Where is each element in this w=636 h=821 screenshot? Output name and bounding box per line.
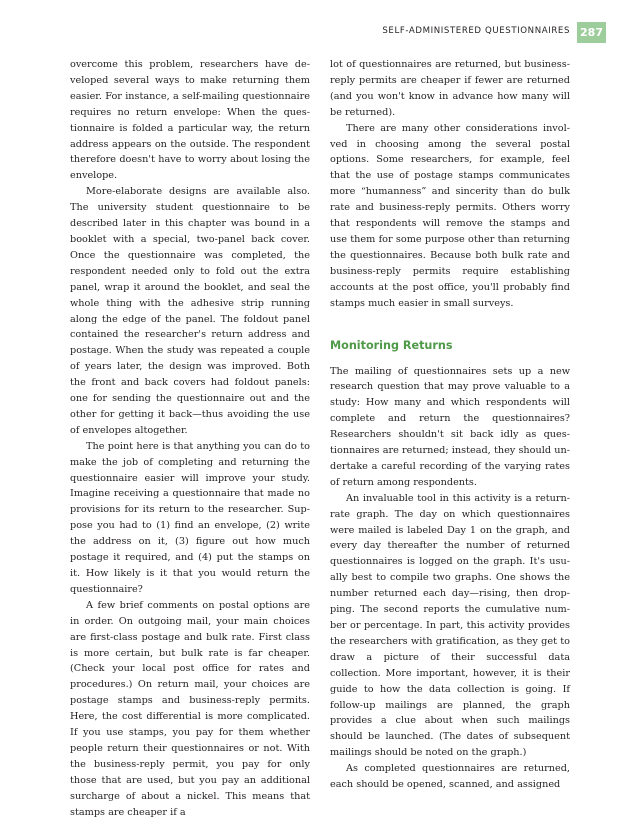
section-heading: Monitoring Returns bbox=[330, 338, 453, 352]
left-column bbox=[70, 57, 310, 821]
page-number-badge: 287 bbox=[577, 22, 606, 43]
right-paragraph-4: An invaluable tool in this activity is a return-rate graph. The day on which questionnaires were mailed is labeled Day 1 on the graph, and every day thereafter the number of returned questionnaires is logged on the graph. It's usually best to compile two graphs. One shows the number returned each day—rising, then dropping. The second reports the cumulative number or percentage. In part, this activity provides the researchers with gratification, as they get to draw a picture of their successful data collection. More important, however, it is their guide to how the data collection is going. If follow-up mailings are planned, the graph provides a clue about when such mailings should be launched. (The dates of subsequent mailings should be noted on the graph.) bbox=[330, 492, 570, 759]
running-head: SELF-ADMINISTERED QUESTIONNAIRES bbox=[382, 26, 570, 36]
left-paragraph-2: More-elaborate designs are available also. The university student questionnaire to be described later in this chapter was bound in a booklet with a special, two-panel back cover. Once the questionnaire was completed, the respondent needed only to fold out the extra panel, wrap it around the booklet, and seal the whole thing with the adhesive strip running along the edge of the panel. The foldout panel contained the researcher's return address and postage. When the study was repeated a couple of years later, the design was improved. Both the front and back covers had foldout panels: one for sending the questionnaire out and the other for getting it back—thus avoiding the use of envelopes altogether. bbox=[70, 186, 310, 436]
right-paragraph-3: The mailing of questionnaires sets up a new research question that may prove valuable to a study: How many and which respondents will complete and return the questionnaires? Researchers shouldn't sit back idly as questionnaires are returned; instead, they should undertake a careful recording of the varying rates of return among respondents. bbox=[330, 365, 570, 488]
right-paragraph-5: As completed questionnaires are returned, each should be opened, scanned, and assigned bbox=[330, 763, 570, 791]
left-paragraph-1: overcome this problem, researchers have developed several ways to make returning them easier. For instance, a self-mailing questionnaire requires no return envelope: When the questionnaire is folded a particular way, the return address appears on the outside. The respondent therefore doesn't have to worry about losing the envelope. bbox=[70, 59, 310, 182]
right-column bbox=[330, 57, 570, 793]
left-paragraph-4: A few brief comments on postal options are in order. On outgoing mail, your main choices are first-class postage and bulk rate. First class is more certain, but bulk rate is far cheaper. (Check your local post office for rates and procedures.) On return mail, your choices are postage stamps and business-reply permits. Here, the cost differential is more complicated. If you use stamps, you pay for them whether people return their questionnaires or not. With the business-reply permit, you pay for only those that are used, but you pay an additional surcharge of about a nickel. This means that stamps are cheaper if a bbox=[70, 599, 310, 818]
left-paragraph-3: The point here is that anything you can do to make the job of completing and returning the questionnaire easier will improve your study. Imagine receiving a questionnaire that made no provisions for its return to the researcher. Suppose you had to (1) find an envelope, (2) write the address on it, (3) figure out how much postage it required, and (4) put the stamps on it. How likely is it that you would return the questionnaire? bbox=[70, 440, 310, 595]
right-paragraph-2: There are many other considerations involved in choosing among the several postal options. Some researchers, for example, feel that the use of postage stamps communicates more “humanness” and sincerity than do bulk rate and business-reply permits. Others worry that respondents will remove the stamps and use them for some purpose other than returning the questionnaires. Because both bulk rate and business-reply permits require establishing accounts at the post office, you'll probably find stamps much easier in small surveys. bbox=[330, 122, 570, 309]
right-paragraph-1: lot of questionnaires are returned, but business-reply permits are cheaper if fewer are returned (and you won't know in advance how many will be returned). bbox=[330, 59, 570, 118]
